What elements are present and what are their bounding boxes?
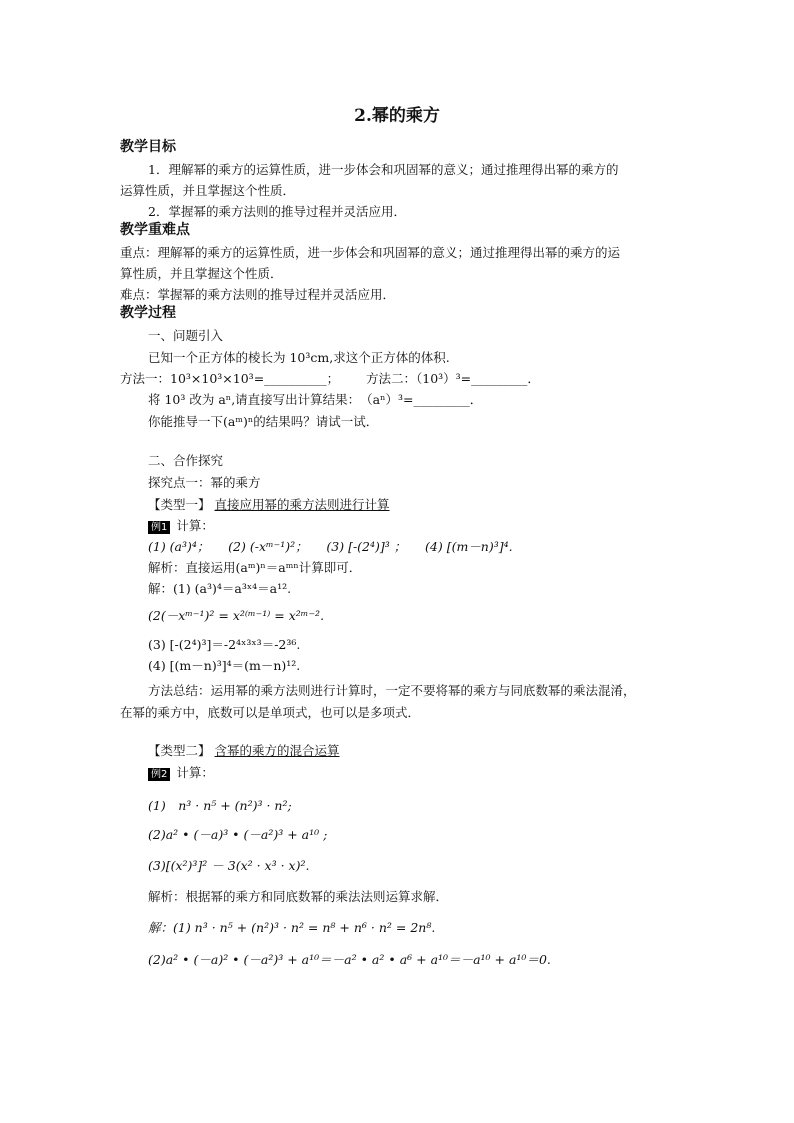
type-1-heading [148,497,390,513]
process-intro: 一、问题引入 [148,328,224,343]
example-2-text: 计算： [176,765,214,780]
example-2-prompt [148,765,214,781]
replace-question: 将 10³ 改为 aⁿ,请直接写出计算结果： （aⁿ）³=_________． [148,392,483,407]
example-2-question-3: (3)[(x²)³]² － 3(x² · x³ · x)². [148,858,310,873]
example-2-solution-1: 解：(1) n³ · n⁵ + (n²)³ · n² = n⁸ + n⁶ · n² = 2n⁸. [148,920,436,935]
objectives-heading: 教学目标 [120,139,176,155]
cooperation-heading: 二、合作探究 [148,453,224,468]
key-point-1-line-a: 重点：理解幂的乘方的运算性质，进一步体会和巩固幂的意义；通过推理得出幂的乘方的运 [120,245,621,260]
key-points-heading: 教学重难点 [120,222,190,238]
type-2-heading [148,743,340,759]
example-2-question-1: (1) n³ · n⁵ + (n²)³ · n²; [148,798,292,813]
example-2-analysis: 解析：根据幂的乘方和同底数幂的乘法法则运算求解． [148,889,449,904]
method-summary-line-b: 在幂的乘方中，底数可以是单项式，也可以是多项式． [120,705,421,720]
type-2-text: 含幂的乘方的混合运算 [214,743,340,758]
derive-question: 你能推导一下(aᵐ)ⁿ的结果吗？请试一试． [148,414,379,429]
example-1-solution-3: (3) [-(2⁴)³]＝-2⁴ˣ³ˣ³＝-2³⁶. [148,637,301,652]
key-point-2: 难点：掌握幂的乘方法则的推导过程并灵活应用． [120,287,396,302]
example-1-solution-1: 解：(1) (a³)⁴＝a³ˣ⁴＝a¹². [148,581,292,596]
key-point-1-line-b: 算性质，并且掌握这个性质． [120,266,283,281]
type-1-text: 直接应用幂的乘方法则进行计算 [214,497,390,512]
problem-statement: 已知一个正方体的棱长为 10³cm,求这个正方体的体积. [148,350,450,365]
example-1-analysis: 解析：直接运用(aᵐ)ⁿ＝aᵐⁿ计算即可． [148,560,362,575]
type-2-label: 【类型二】 [148,743,211,758]
example-1-solution-2: (2(－xᵐ⁻¹)² = x²⁽ᵐ⁻¹⁾ = x²ᵐ⁻². [148,608,325,623]
type-1-label: 【类型一】 [148,497,211,512]
example-2-question-2: (2)a² • (－a)³ • (－a²)³ + a¹⁰ ; [148,827,328,842]
objective-1-line-a: 1．理解幂的乘方的运算性质，进一步体会和巩固幂的意义；通过推理得出幂的乘方的 [148,162,619,177]
page-title: 2.幂的乘方 [354,106,440,126]
objective-1-line-b: 运算性质，并且掌握这个性质． [120,183,296,198]
example-1-solution-4: (4) [(m－n)³]⁴＝(m－n)¹². [148,658,301,673]
example-1-text: 计算： [176,518,214,533]
example-1-prompt [148,518,214,534]
example-1-badge: 例1 [148,521,170,534]
example-2-solution-2: (2)a² • (－a)² • (－a²)³ + a¹⁰＝－a² • a² • a⁶ + a¹⁰＝－a¹⁰ + a¹⁰＝0. [148,952,551,967]
example-1-questions: (1) (a³)⁴； (2) (-xᵐ⁻¹)²； (3) [-(2⁴)]³ ； (4) [(m－n)³]⁴. [148,539,513,554]
example-2-badge: 例2 [148,768,170,781]
method-summary-line-a: 方法总结：运用幂的乘方法则进行计算时，一定不要将幂的乘方与同底数幂的乘法混淆， [148,683,636,698]
explore-point-1: 探究点一：幂的乘方 [148,475,261,490]
method-two: 方法二：（10³）³=_________． [366,371,540,386]
process-heading: 教学过程 [120,305,176,321]
objective-2: 2．掌握幂的乘方法则的推导过程并灵活应用． [148,204,406,219]
method-one: 方法一：10³×10³×10³=__________； [120,371,340,386]
